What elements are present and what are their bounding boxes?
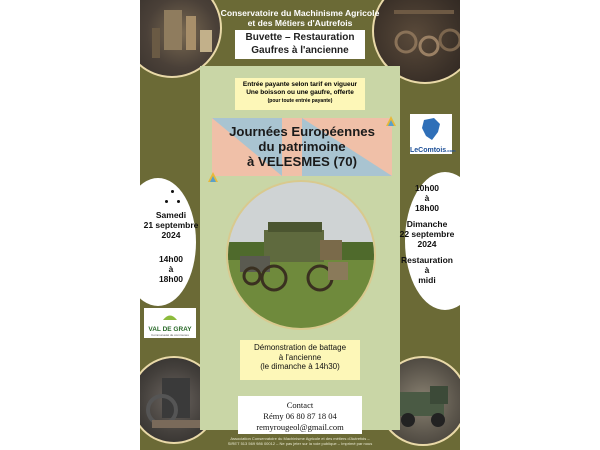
- event-title-line1: Journées Européennes: [229, 124, 375, 139]
- saturday-start: 14h00: [158, 254, 184, 264]
- saturday-year: 2024: [161, 230, 181, 240]
- lecomtois-logo: [410, 114, 456, 154]
- val-de-gray-subtitle: Communauté de communes: [151, 333, 189, 337]
- sunday-food-line3: midi: [418, 275, 436, 285]
- sunday-to: à: [424, 193, 430, 203]
- sunday-day: Dimanche: [406, 219, 448, 229]
- val-de-gray-leaf-icon: [162, 311, 178, 321]
- sunday-date: 22 septembre: [399, 229, 455, 239]
- buvette-box: [235, 30, 365, 59]
- lecomtois-suffix: .com: [446, 148, 456, 153]
- sunday-end: 18h00: [414, 203, 440, 213]
- demonstration-box: [240, 340, 360, 380]
- contact-box: [238, 396, 362, 434]
- bullet-dot: [177, 200, 180, 203]
- saturday-day: Samedi: [155, 210, 187, 220]
- contact-title: Contact: [286, 400, 314, 410]
- demonstration-line3: (le dimanche à 14h30): [260, 362, 340, 371]
- organization-title-line2: et des Métiers d'Autrefois: [247, 18, 353, 28]
- saturday-date: 21 septembre: [143, 220, 199, 230]
- demonstration-line1: Démonstration de battage: [253, 343, 347, 352]
- sunday-year: 2024: [417, 239, 437, 249]
- entry-info-line3: (pour toute entrée payante): [267, 98, 333, 104]
- saturday-schedule: [140, 210, 206, 284]
- organization-title: [190, 8, 410, 28]
- sunday-food-line2: à: [424, 265, 430, 275]
- event-title-line3: à VELESMES (70): [247, 154, 357, 169]
- contact-phone: Rémy 06 80 87 18 04: [263, 411, 337, 421]
- event-title: [212, 124, 392, 169]
- poster: [140, 0, 460, 450]
- lecomtois-map-icon: [418, 116, 444, 142]
- threshing-machine-illustration: [228, 182, 376, 330]
- val-de-gray-logo: [144, 308, 196, 338]
- decorative-leaf-icon-2: [384, 114, 398, 128]
- photo-threshing-machine: [226, 180, 376, 330]
- val-de-gray-name: VAL DE GRAY: [148, 326, 192, 333]
- entry-info-line1: Entrée payante selon tarif en vigueur: [242, 81, 358, 88]
- buvette-line2: Gaufres à l'ancienne: [251, 45, 349, 56]
- event-title-box: [212, 118, 392, 176]
- sunday-schedule: [394, 183, 460, 285]
- footer-line2: SIRET 513 569 986 00012 – Ne pas jeter sur la voie publique – Imprimé par nous: [227, 441, 373, 446]
- organization-title-line1: Conservatoire du Machinisme Agricole: [220, 8, 380, 18]
- sunday-start: 10h00: [414, 183, 440, 193]
- bullet-dot: [165, 200, 168, 203]
- decorative-leaf-icon: [206, 170, 220, 184]
- footer-legal: [200, 436, 400, 446]
- sunday-food-line1: Restauration: [401, 255, 453, 265]
- buvette-line1: Buvette – Restauration: [245, 32, 355, 43]
- saturday-to: à: [168, 264, 174, 274]
- bullet-dot: [171, 190, 174, 193]
- event-title-line2: du patrimoine: [258, 139, 346, 154]
- footer-line1: Association Conservatoire du Machinisme Agricole et des métiers d'Autrefois –: [230, 436, 370, 441]
- lecomtois-name: LeComtois: [410, 147, 447, 154]
- entry-info-box: [235, 78, 365, 110]
- entry-info-line2: Une boisson ou une gaufre, offerte: [246, 89, 354, 96]
- saturday-end: 18h00: [158, 274, 184, 284]
- demonstration-line2: à l'ancienne: [278, 352, 322, 362]
- contact-email: remyrougeol@gmail.com: [256, 422, 344, 432]
